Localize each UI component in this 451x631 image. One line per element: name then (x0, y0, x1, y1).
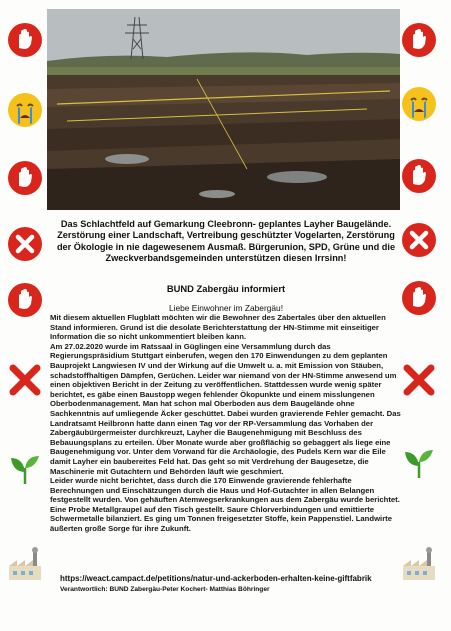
x-box-icon (401, 222, 437, 258)
headline-line: Zerstörung einer Landschaft, Vertreibung geschützter Vogelarten, Zerstörung (57, 230, 395, 241)
stop-hand-icon (401, 158, 437, 194)
stop-hand-icon (401, 22, 437, 58)
headline-line: Zweckverbandsgemeinden unterstützen diesen Irrsinn! (105, 253, 347, 264)
plant-sprout-icon (401, 444, 437, 480)
stop-hand-icon (401, 280, 437, 316)
headline-line: Das Schlachtfeld auf Gemarkung Cleebronn- geplantes Layher Baugelände. (60, 219, 392, 229)
stop-hand-icon (7, 160, 43, 196)
stop-hand-icon (7, 282, 43, 318)
credit-line: Verantwortlich: BUND Zabergäu-Peter Kochert- Matthias Böhringer (60, 586, 270, 593)
headline (50, 219, 402, 265)
field-photo (47, 9, 400, 210)
body-paragraph: Am 27.02.2020 wurde im Ratssaal in Güglingen eine Versammlung durch das Regierungspräsidium Stuttgart einberufen, wegen den 170 Einwendungen zu dem geplanten Bauprojekt Langwiesen IV und der Wirkung auf die Umwelt u. a. mit Emission von Stäuben, schadstoffhaltigen Dämpfen, Gerüchen. Leider war niemand von der HN-Stimme anwesend um einen objektiven Bericht in der Zeitung zu veröffentlichen. Stattdessen wurde wenig später berichtet, es gäbe einen Baustopp wegen fehlender Ökopunkte und einem misslungenen Oberbodenmanagement. Man hat schon mal Oberboden aus dem Baugelände ohne Sachkenntnis auf umliegende Äcker geschüttet. Dabei wurden gravierende Fehler gemacht. Das Landratsamt Heilbronn hatte dann einen Tag vor der RP-Versammlung das Vorhaben der Zabergäubürgermeister durchkreuzt, Layher die Baugenehmigung mit Beschluss des Bebauungsplans zu erteilen. Über Monate wurde aber großflächig so gebaggert als liege eine Baugenehmigung vor. Unter dem Vorwand für die Archäologie, des Pudels Kern war die Eile damit Layher ein baubereites Feld hat. Das geht so mit Verdrehung der Baugesetze, die Maschinerie mit Gutachtern und Behörden läuft wie geschmiert. (50, 341, 401, 476)
body-paragraph: Mit diesem aktuellen Flugblatt möchten wir die Bewohner des Zabertales über den aktuellen Stand informieren. Grund ist die desolate Berichterstattung der HN-Stimme mit einseitiger Information die so nicht unkommentiert bleiben kann. (50, 313, 386, 342)
x-box-icon (7, 226, 43, 262)
subhead: BUND Zabergäu informiert (166, 283, 286, 294)
factory-icon (7, 546, 43, 582)
petition-link[interactable]: https://weact.campact.de/petitions/natur-und-ackerboden-erhalten-keine-giftfabrik (60, 574, 372, 583)
crying-face-icon (7, 92, 43, 128)
red-x-icon (401, 362, 437, 398)
body-paragraph: Leider wurde nicht berichtet, dass durch die 170 Einwende gravierende fehlerhafte Berechnungen und Einschätzungen durch die Haus und Hof-Gutachter in allen Belangen festgestellt wurden. Von gehäuften Atemwegserkrankungen aus dem Zabergäu wurde berichtet. Eine Probe Metallgraupel auf den Tisch gestellt. Saure Chlorverbindungen und emittierte Schwermetalle bilanziert. Es ging um Tonnen freigesetzter Stoffe, kein Pappenstiel. Landwirte äußerten große Sorge für ihre Zukunft. (50, 476, 400, 534)
headline-line: der Ökologie in nie dagewesenem Ausmaß. Bürgerunion, SPD, Grüne und die (56, 241, 396, 252)
red-x-icon (7, 362, 43, 398)
plant-sprout-icon (7, 450, 43, 486)
greeting: Liebe Einwohner im Zabergäu! (168, 303, 284, 313)
stop-hand-icon (7, 22, 43, 58)
factory-icon (401, 546, 437, 582)
crying-face-icon (401, 86, 437, 122)
body-text (50, 313, 406, 534)
